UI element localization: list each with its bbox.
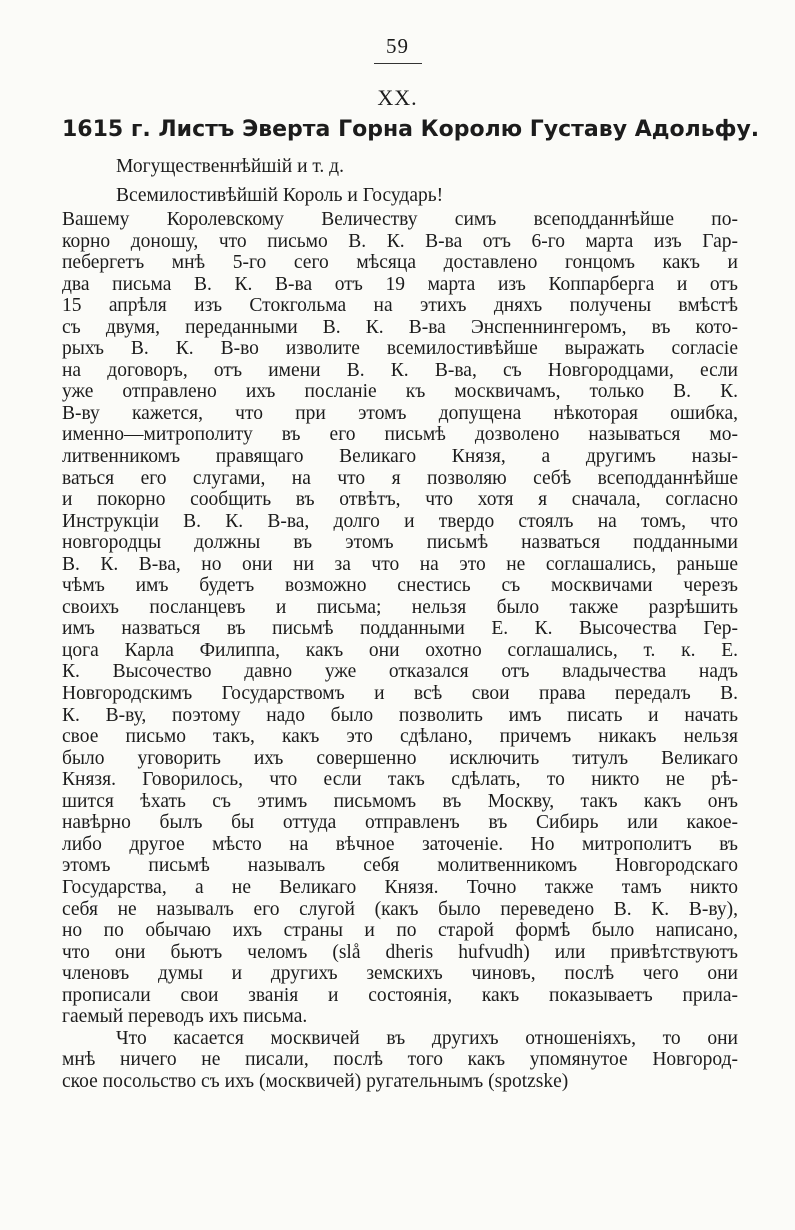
greeting-salutation: Всемилостивѣйшій Король и Государь!: [116, 185, 444, 206]
text-line: чѣмъ имъ будетъ возможно снестись съ москвичами черезъ: [62, 575, 738, 597]
text-line: цога Карла Филиппа, какъ они охотно соглашались, т. к. Е.: [62, 639, 738, 661]
page-number-rule: [374, 63, 422, 64]
text-line: 15 апрѣля изъ Стокгольма на этихъ дняхъ получены вмѣстѣ: [62, 295, 738, 317]
text-line: было уговорить ихъ совершенно исключить титулъ Великаго: [62, 747, 738, 769]
greeting-address: Могущественнѣйшій и т. д.: [116, 156, 344, 177]
text-line: уже отправлено ихъ посланіе къ москвичамъ, только В. К.: [62, 381, 738, 403]
text-line: навѣрно былъ бы оттуда отправленъ въ Сибирь или какое-: [62, 812, 738, 834]
text-line: свое письмо такъ, какъ это сдѣлано, причемъ никакъ нельзя: [62, 726, 738, 748]
page-number: 59: [386, 34, 409, 58]
text-line: новгородцы должны въ этомъ письмѣ назваться подданными: [62, 532, 738, 554]
text-line: два письма В. К. В-ва отъ 19 марта изъ Коппарберга и отъ: [62, 273, 738, 295]
text-line: К. Высочество давно уже отказался отъ владычества надъ: [62, 661, 738, 683]
text-line: но по обычаю ихъ страны и по старой формѣ было написано,: [62, 920, 738, 942]
text-line: ваться его слугами, на что я позволяю себѣ всеподданнѣйше: [62, 467, 738, 489]
text-line: В. К. В-ва, но они ни за что на это не соглашались, раньше: [62, 553, 738, 575]
text-line: К. В-ву, поэтому надо было позволить имъ писать и начать: [62, 704, 738, 726]
text-line: пебергетъ мнѣ 5-го сего мѣсяца доставлено гонцомъ какъ и: [62, 252, 738, 274]
text-line: Вашему Королевскому Величеству симъ всеподданнѣйше по-: [62, 209, 738, 230]
text-line: шится ѣхать съ этимъ письмомъ въ Москву, такъ какъ онъ: [62, 790, 738, 812]
text-line: корно доношу, что письмо В. К. В-ва отъ 6-го марта изъ Гар-: [62, 230, 738, 252]
text-line: Инструкціи В. К. В-ва, долго и твердо стоялъ на томъ, что: [62, 510, 738, 532]
text-line: рыхъ В. К. В-во изволите всемилостивѣйше выражать согласіе: [62, 338, 738, 360]
text-line: мнѣ ничего не писали, послѣ того какъ упомянутое Новгород-: [62, 1049, 738, 1071]
text-line: Князя. Говорилось, что если такъ сдѣлать, то никто не рѣ-: [62, 769, 738, 791]
text-line: ское посольство съ ихъ (москвичей) ругательнымъ (spotzske): [62, 1070, 569, 1092]
text-line: имъ назваться въ письмѣ подданными Е. К. Высочества Гер-: [62, 618, 738, 640]
text-line: Государства, а не Великаго Князя. Точно также тамъ никто: [62, 876, 738, 898]
text-line: гаемый переводъ ихъ письма.: [62, 1006, 308, 1028]
text-line: Новгородскимъ Государствомъ и всѣ свои права передалъ В.: [62, 683, 738, 705]
text-line: и покорно сообщить въ отвѣтъ, что хотя я сначала, согласно: [62, 489, 738, 511]
text-line: прописали свои званія и состоянія, какъ показываетъ прила-: [62, 984, 738, 1006]
document-number: XX.: [377, 85, 418, 110]
text-line: на договоръ, отъ имени В. К. В-ва, съ Новгородцами, если: [62, 359, 738, 381]
text-line: либо другое мѣсто на вѣчное заточеніе. Но митрополитъ въ: [62, 833, 738, 855]
text-line: себя не называлъ его слугой (какъ было переведено В. К. В-ву),: [62, 898, 738, 920]
text-line: съ двумя, переданными В. К. В-ва Энспеннингеромъ, въ кото-: [62, 316, 738, 338]
text-line: именно—митрополиту въ его письмѣ дозволено называться мо-: [62, 424, 738, 446]
text-line: Что касается москвичей въ другихъ отношеніяхъ, то они: [116, 1027, 738, 1049]
text-line: этомъ письмѣ называлъ себя молитвенникомъ Новгородскаго: [62, 855, 738, 877]
text-line: В-ву кажется, что при этомъ допущена нѣкоторая ошибка,: [62, 402, 738, 424]
letter-body: [62, 209, 738, 1092]
text-line: литвенникомъ правящаго Великаго Князя, а другимъ назы-: [62, 446, 738, 468]
text-line: своихъ посланцевъ и письма; нельзя было также разрѣшить: [62, 596, 738, 618]
text-line: членовъ думы и другихъ земскихъ чиновъ, послѣ чего они: [62, 963, 738, 985]
document-title: 1615 г. Листъ Эверта Горна Королю Густаву Адольфу.: [62, 117, 760, 142]
text-line: что они бьютъ челомъ (slå dheris hufvudh) или привѣтствуютъ: [62, 941, 738, 963]
